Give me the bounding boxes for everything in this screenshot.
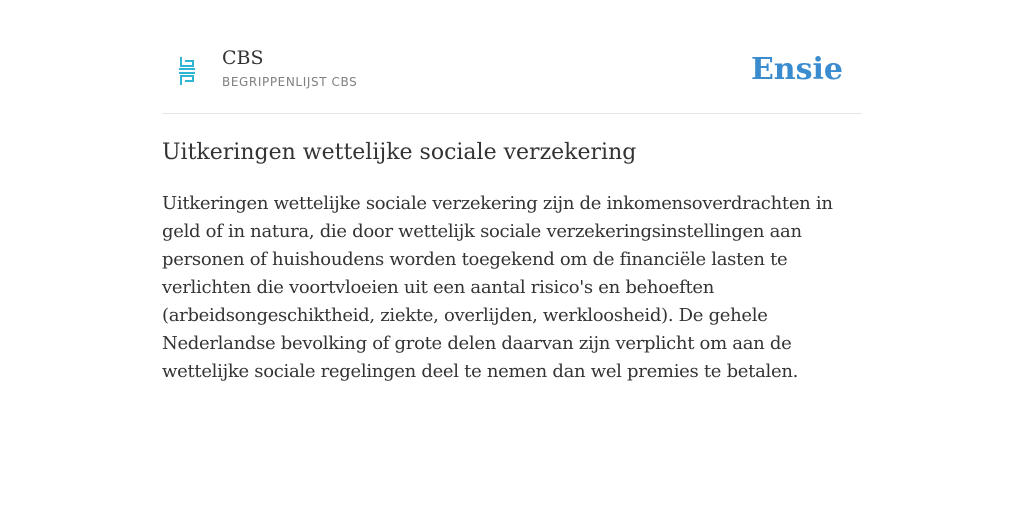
entry-title: Uitkeringen wettelijke sociale verzekering	[162, 140, 637, 165]
source-name[interactable]: CBS	[222, 47, 264, 69]
header	[162, 36, 862, 114]
source-subtitle[interactable]: BEGRIPPENLIJST CBS	[222, 75, 358, 89]
entry-definition: Uitkeringen wettelijke sociale verzekering zijn de inkomensoverdrachten in geld of in natura, die door wettelijk sociale verzekeringsinstellingen aan personen of huishoudens worden toegekend om de financiële lasten te verlichten die voortvloeien uit een aantal risico's en behoeften (arbeidsongeschiktheid, ziekte, overlijden, werkloosheid). De gehele Nederlandse bevolking of grote delen daarvan zijn verplicht om aan de wettelijke sociale regelingen deel te nemen dan wel premies te betalen.	[162, 193, 833, 382]
source-block	[222, 46, 357, 90]
brand-logo[interactable]: Ensie	[750, 52, 843, 87]
cbs-logo-icon	[176, 56, 198, 86]
